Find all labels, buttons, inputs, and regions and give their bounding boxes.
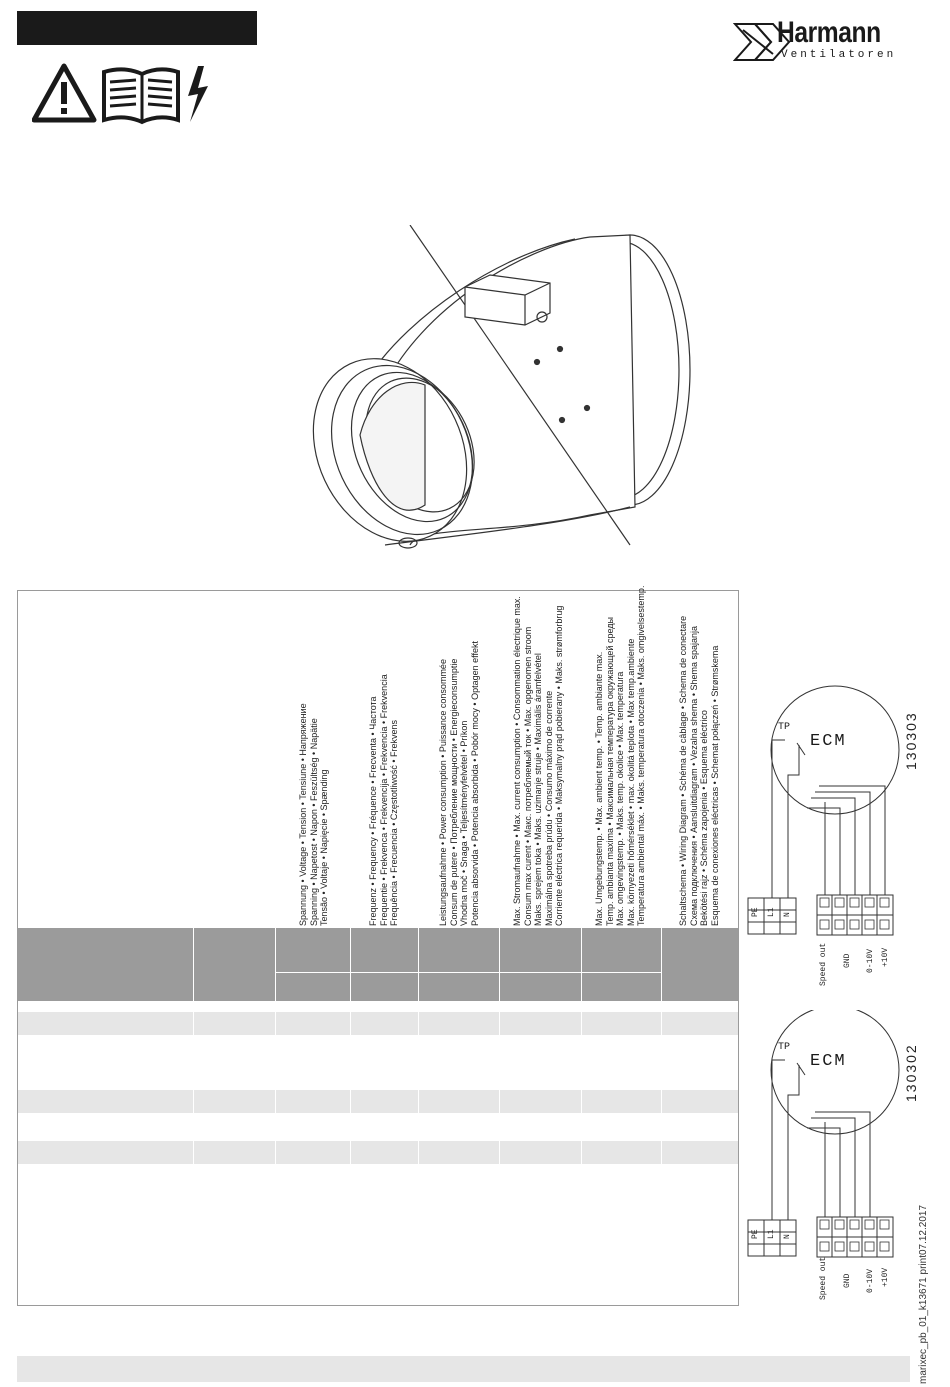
terminal-pe: PE: [751, 907, 760, 917]
signal-speed-out: Speed out: [819, 1256, 828, 1300]
signal-0-10v: 0-10V: [866, 948, 875, 973]
brand-name: Harmann: [777, 16, 881, 49]
spec-current-header: Max. Stromaufnahme • Max. current consumption • Consommation électrique max. Consum max curent • Макс. потребляемый ток • Max. opgenomen stroom Maks. sprejem toka • Maks. uzimanje struje • Maximális áramfelvétel Maximálna spotreba prúdu • Consumo máximo de corrente Corriente eléctrica requerida • Maksymalny prąd pobierany • Maks. strømforbrug: [512, 596, 564, 926]
spec-wiring-header: Schaltschema • Wiring Diagram • Schéma de câblage • Schema de conectare Схема подключения • Aansluitdiagram • Vezalna shema • Shema spajanja Bekötési rajz • Schéma zapojenia • Esquema eléctrico Esquema de conexiones eléctricas • Schemat połączeń • Strømskema: [678, 615, 720, 926]
spec-voltage-header: Spannung • Voltage • Tension • Tensiune • Напряжение Spanning • Napetost • Napon • Feszültség • Napätie Tensão • Voltaje • Napięcie • Spænding: [298, 703, 329, 926]
table-row: [18, 1141, 738, 1164]
technical-data-panel: [17, 585, 739, 1306]
print-reference: marixec_pb_01_k13671 print07.12.2017: [918, 1204, 929, 1384]
signal-speed-out: Speed out: [819, 942, 828, 986]
wiring-lines-130303: [745, 680, 915, 940]
table-row: [18, 1012, 738, 1035]
terminal-l1: L1: [767, 1229, 776, 1239]
motor-label: ECM: [810, 732, 847, 751]
safety-icons: [32, 62, 212, 126]
manual-book-icon: [104, 69, 178, 122]
signal-plus-10v: +10V: [881, 947, 890, 967]
electric-hazard-icon: [188, 66, 208, 122]
spec-power-header: Leistungsaufnahme • Power consumption • Puissance consommée Consum de putere • Потребление мощности • Energieconsumptie Vhodna moč • Snaga • Teljesítményfelvétel • Príkon Potencia absorvida • Potencia absorbida • Pobór mocy • Optagen effekt: [438, 641, 480, 926]
harmann-logo: [733, 16, 913, 66]
thermal-protection-label: TP: [778, 722, 791, 733]
motor-label: ECM: [810, 1052, 847, 1071]
terminal-l1: L1: [767, 907, 776, 917]
signal-gnd: GND: [843, 953, 852, 968]
terminal-n: N: [783, 1234, 792, 1239]
wiring-diagram-130303: [745, 680, 919, 986]
spec-frequency-header: Frequenz • Frequency • Fréquence • Frecventa • Частота Frequentie • Frekvenca • Frekvencija • Frekvencia • Frekvencia Frequência • Frecuencia • Częstotliwość • Frekvens: [368, 674, 399, 926]
wiring-diagram-130302: [745, 1010, 919, 1300]
terminal-n: N: [783, 912, 792, 917]
table-row: [18, 1090, 738, 1113]
wiring-code: 130302: [903, 1043, 919, 1102]
spec-temperature-header: Max. Umgebungstemp. • Max. ambient temp. • Temp. ambiante max. Temp. ambianta maxima • Максимальная температура окружающей среды Max. omgevingstemp. • Maks. temp. okolice • Max. temperatura Max. környezeti hőmérséklet • max. okolitá teplota • Max temp.ambiente Temperatura ambiental máx. • Maks. temperatura otoczenia • Maks. omgivelsestemp.: [594, 585, 646, 926]
header-black-bar: [17, 11, 257, 45]
wiring-code: 130303: [903, 711, 919, 770]
table-header: [18, 928, 738, 1001]
terminal-pe: PE: [751, 1229, 760, 1239]
warning-icon: [34, 66, 94, 120]
signal-plus-10v: +10V: [881, 1267, 890, 1287]
duct-fan-illustration: [300, 225, 710, 565]
brand-sub: Ventilatoren: [781, 49, 897, 61]
signal-0-10v: 0-10V: [866, 1268, 875, 1293]
signal-gnd: GND: [843, 1273, 852, 1288]
footer-bar: [17, 1356, 910, 1382]
thermal-protection-label: TP: [778, 1042, 791, 1053]
